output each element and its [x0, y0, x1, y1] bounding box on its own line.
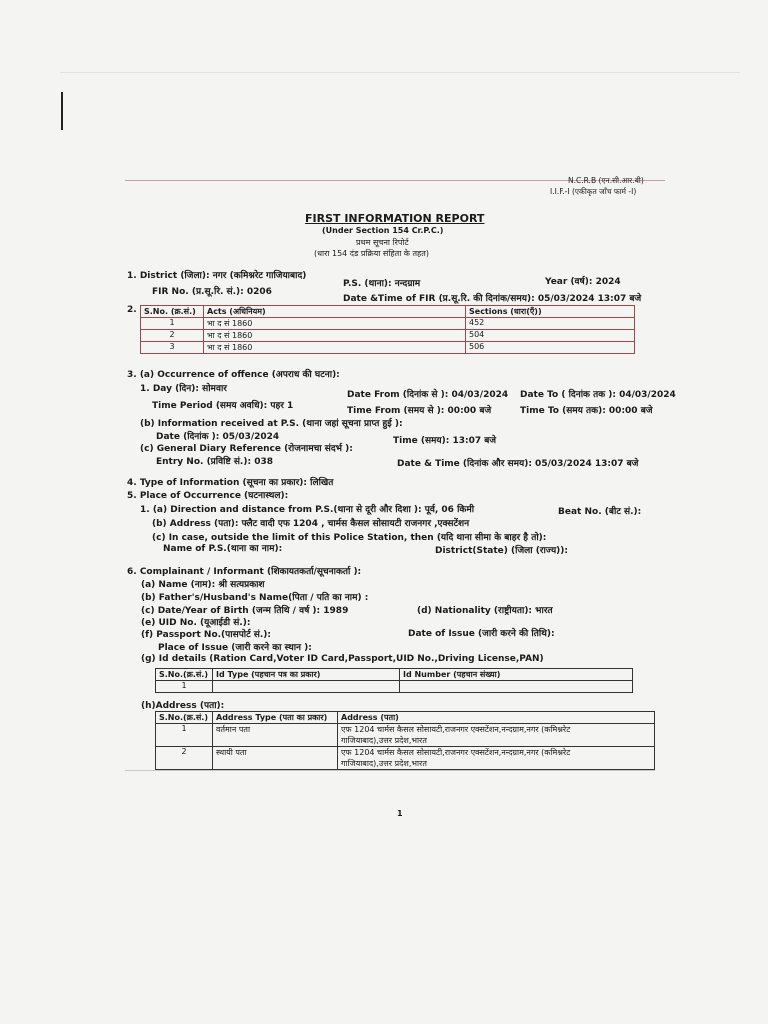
occurrence-day: 1. Day (दिन): सोमवार [140, 384, 227, 394]
complainant-passport: (f) Passport No.(पासपोर्ट सं.): [141, 630, 272, 640]
address-heading: (h)Address (पता): [141, 701, 225, 711]
addr-header-sno: S.No.(क्र.सं.) [156, 712, 213, 724]
acts-cell-sno: 1 [141, 318, 204, 330]
passport-issue-date: Date of Issue (जारी करने की तिथि): [408, 629, 555, 639]
occurrence-date-from: Date From (दिनांक से ): 04/03/2024 [347, 390, 509, 400]
acts-cell-section: 452 [466, 318, 635, 330]
acts-cell-act: भा द सं 1860 [204, 330, 466, 342]
district-field: 1. District (जिला): नगर (कमिश्नरेट गाजियाबाद) [127, 271, 307, 281]
complainant-nationality: (d) Nationality (राष्ट्रीयता): भारत [417, 606, 553, 616]
id-header-sno: S.No.(क्र.सं.) [156, 669, 213, 681]
addr-cell-address [338, 724, 655, 747]
table-row [141, 342, 635, 354]
general-diary-date-time: Date & Time (दिनांक और समय): 05/03/2024 13:07 बजे [397, 459, 639, 469]
iif-code: I.I.F.-I (एकीकृत जाँच फार्म -I) [550, 187, 637, 196]
occurrence-time-from: Time From (समय से ): 00:00 बजे [347, 406, 492, 416]
outside-ps-name: Name of P.S.(थाना का नाम): [163, 544, 283, 554]
addr-cell-sno: 2 [156, 747, 213, 770]
addr-header-address: Address (पता) [338, 712, 655, 724]
table-row [156, 747, 655, 770]
id-cell-number [400, 681, 633, 693]
id-header-number: Id Number (पहचान संख्या) [400, 669, 633, 681]
outside-district-state: District(State) (जिला (राज्य)): [435, 546, 569, 556]
addr-header-type: Address Type (पता का प्रकार) [213, 712, 338, 724]
scan-top-edge [60, 72, 740, 73]
acts-table [140, 305, 635, 354]
acts-header-acts: Acts (अधिनियम) [204, 306, 466, 318]
fir-date-time-field: Date &Time of FIR (प्र.सू.रि. की दिनांक/समय): 05/03/2024 13:07 बजे [343, 294, 642, 304]
complainant-heading: 6. Complainant / Informant (शिकायतकर्ता/सूचनाकर्ता ): [127, 567, 362, 577]
id-header-type: Id Type (पहचान पत्र का प्रकार) [213, 669, 400, 681]
id-cell-sno: 1 [156, 681, 213, 693]
table-row [141, 318, 635, 330]
report-hindi-subtitle: (धारा 154 दंड प्रक्रिया संहिता के तहत) [314, 249, 429, 258]
acts-cell-sno: 2 [141, 330, 204, 342]
report-title: FIRST INFORMATION REPORT [305, 212, 485, 225]
addr-line-2: गाजियाबाद),उत्तर प्रदेश,भारत [341, 759, 427, 768]
page-number: 1 [397, 809, 403, 818]
outside-limit-note: (c) In case, outside the limit of this Police Station, then (यदि थाना सीमा के बाहर है तो): [152, 533, 547, 543]
addr-line-1: एफ 1204 चार्मस कैसल सोसायटी,राजनगर एक्सटेंशन,नन्दग्राम,नगर (कमिश्नरेट [341, 725, 571, 734]
acts-cell-section: 504 [466, 330, 635, 342]
general-diary-heading: (c) General Diary Reference (रोजनामचा संदर्भ ): [140, 444, 353, 454]
addr-line-2: गाजियाबाद),उत्तर प्रदेश,भारत [341, 736, 427, 745]
beat-number: Beat No. (बीट सं.): [558, 507, 642, 517]
info-received-date: Date (दिनांक ): 05/03/2024 [156, 432, 280, 442]
section-rule [125, 770, 655, 771]
report-hindi-title: प्रथम सूचना रिपोर्ट [356, 238, 409, 247]
place-of-occurrence-heading: 5. Place of Occurrence (घटनास्थल): [127, 491, 289, 501]
acts-section-number: 2. [127, 305, 137, 315]
occurrence-address: (b) Address (पता): फ्लैट वादी एफ 1204 , चार्मस कैसल सोसायटी राजनगर ,एक्सटेंशन [152, 519, 470, 529]
complainant-father-name: (b) Father's/Husband's Name(पिता / पति का नाम) : [141, 593, 369, 603]
addr-cell-type: स्थायी पता [213, 747, 338, 770]
acts-cell-section: 506 [466, 342, 635, 354]
direction-distance: 1. (a) Direction and distance from P.S.(थाना से दूरी और दिशा ): पूर्व, 06 किमी [140, 505, 475, 515]
addr-cell-type: वर्तमान पता [213, 724, 338, 747]
occurrence-date-to: Date To ( दिनांक तक ): 04/03/2024 [520, 390, 676, 400]
acts-cell-act: भा द सं 1860 [204, 342, 466, 354]
id-cell-type [213, 681, 400, 693]
table-row [141, 330, 635, 342]
info-received-time: Time (समय): 13:07 बजे [393, 436, 497, 446]
occurrence-time-to: Time To (समय तक): 00:00 बजे [520, 406, 653, 416]
information-type: 4. Type of Information (सूचना का प्रकार): लिखित [127, 478, 334, 488]
acts-header-sections: Sections (धारा(एँ)) [466, 306, 635, 318]
acts-cell-act: भा द सं 1860 [204, 318, 466, 330]
occurrence-heading: 3. (a) Occurrence of offence (अपराध की घटना): [127, 370, 340, 380]
acts-cell-sno: 3 [141, 342, 204, 354]
id-details-table [155, 668, 633, 693]
complainant-uid: (e) UID No. (यूआईडी सं.): [141, 618, 251, 628]
scan-mark [61, 92, 63, 130]
ncrb-code: N.C.R.B (एन.सी.आर.बी) [568, 176, 644, 185]
general-diary-entry: Entry No. (प्रविष्टि सं.): 038 [156, 457, 273, 467]
year-field: Year (वर्ष): 2024 [545, 277, 621, 287]
fir-number-field: FIR No. (प्र.सू.रि. सं.): 0206 [152, 287, 272, 297]
addr-line-1: एफ 1204 चार्मस कैसल सोसायटी,राजनगर एक्सटेंशन,नन्दग्राम,नगर (कमिश्नरेट [341, 748, 571, 757]
addr-cell-address [338, 747, 655, 770]
table-row [156, 724, 655, 747]
passport-issue-place: Place of Issue (जारी करने का स्थान ): [158, 643, 312, 653]
addr-cell-sno: 1 [156, 724, 213, 747]
police-station-field: P.S. (थाना): नन्दग्राम [343, 279, 421, 289]
info-received-heading: (b) Information received at P.S. (थाना जहां सूचना प्राप्त हुई ): [140, 419, 403, 429]
table-row [156, 681, 633, 693]
address-table [155, 711, 655, 770]
id-details-heading: (g) Id details (Ration Card,Voter ID Card,Passport,UID No.,Driving License,PAN) [141, 654, 544, 664]
complainant-dob: (c) Date/Year of Birth (जन्म तिथि / वर्ष ): 1989 [141, 606, 349, 616]
report-subtitle: (Under Section 154 Cr.P.C.) [322, 226, 444, 235]
acts-header-sno: S.No. (क्र.सं.) [141, 306, 204, 318]
complainant-name: (a) Name (नाम): श्री सत्यप्रकाश [141, 580, 265, 590]
occurrence-time-period: Time Period (समय अवधि): पहर 1 [152, 401, 294, 411]
